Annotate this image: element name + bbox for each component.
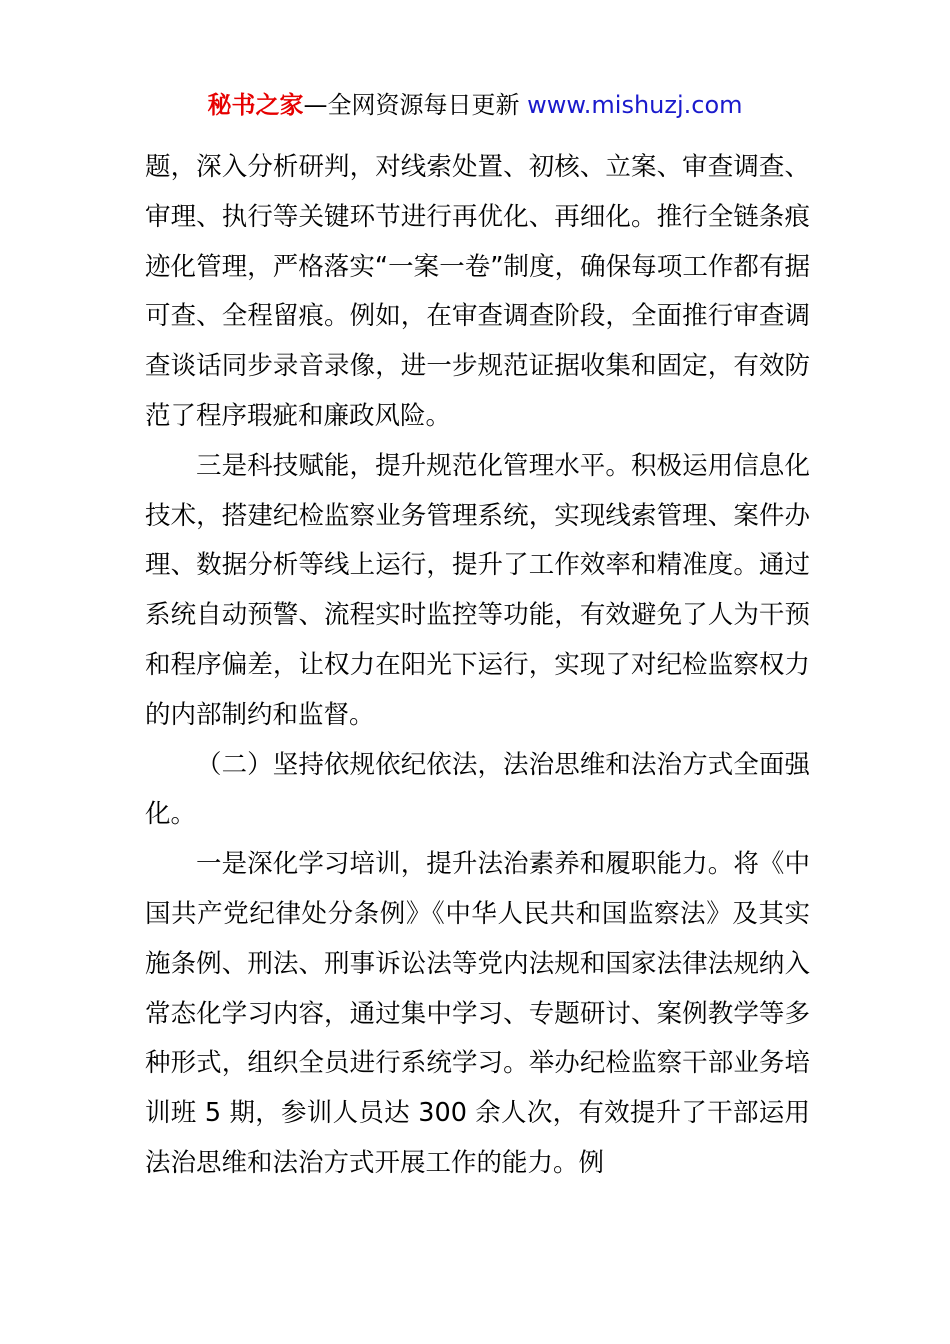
page-header [0, 88, 950, 122]
section-heading-rule-of-law: （二）坚持依规依纪依法，法治思维和法治方式全面强化。 [145, 749, 810, 830]
document-body [145, 143, 810, 1189]
paragraph-tech-empowerment: 三是科技赋能，提升规范化管理水平。积极运用信息化技术，搭建纪检监察业务管理系统，实现线索管理、案件办理、数据分析等线上运行，提升了工作效率和精准度。通过系统自动预警、流程实时监控等功能，有效避免了人为干预和程序偏差，让权力在阳光下运行，实现了对纪检监察权力的内部制约和监督。 [145, 450, 810, 730]
site-url-link[interactable]: www.mishuzj.com [527, 91, 743, 119]
header-tagline: —全网资源每日更新 [303, 91, 528, 119]
paragraph-continuation: 题，深入分析研判，对线索处置、初核、立案、审查调查、审理、执行等关键环节进行再优化、再细化。推行全链条痕迹化管理，严格落实“一案一卷”制度，确保每项工作都有据可查、全程留痕。例如，在审查调查阶段，全面推行审查调查谈话同步录音录像，进一步规范证据收集和固定，有效防范了程序瑕疵和廉政风险。 [145, 152, 810, 431]
paragraph-training: 一是深化学习培训，提升法治素养和履职能力。将《中国共产党纪律处分条例》《中华人民共和国监察法》及其实施条例、刑法、刑事诉讼法等党内法规和国家法律法规纳入常态化学习内容，通过集中学习、专题研讨、案例教学等多种形式，组织全员进行系统学习。举办纪检监察干部业务培训班 5 期，参训人员达 300 余人次，有效提升了干部运用法治思维和法治方式开展工作的能力。例 [145, 849, 810, 1178]
brand-name: 秘书之家 [207, 91, 304, 119]
